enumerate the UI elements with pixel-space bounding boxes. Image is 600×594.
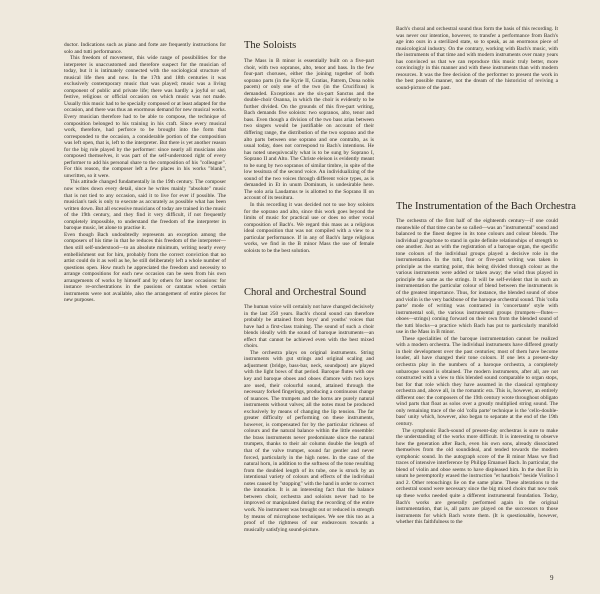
section-heading-instrumentation: The Instrumentation of the Bach Orchestra [396, 201, 576, 212]
paragraph: ductor. Indications such as piano and forte are frequently instructions for solo and tutti performance. [64, 42, 226, 55]
paragraph: Even though Bach undoubtedly represents an exception among the composers of his time in that he reduces this freedom of the interpreter—then still self-understood—to an absolute minimum, writing nearly every embellishment out for him, probably from the correct conviction that no artist could do it as well as he, he still deliberately left a whole number of questions open. How much he appreciated the freedom and necessity to arrange compositions for each new occasion can be seen from his own arrangements of works by himself and by others for later occasions: for instance re-orchestrations in the passions or cantatas when certain instruments were not available, also the arrangement of entire pieces for new purposes. [64, 231, 226, 304]
paragraph: The human voice will certainly not have changed decisively in the last 250 years. Bach's choral sound can therefore probably be attained from boys' and youths' voices that have had a first-class training. The sound of such a choir blends ideally with the sound of baroque instruments—an effect that cannot be achieved even with the best mixed choirs. [244, 304, 374, 350]
paragraph: In this recording it was decided not to use boy soloists for the soprano and alto, since this work goes beyond the limits of music for practical use or does no other vocal composition of Bach's. We regard this mass as a religious ideal composition that was not compiled with a view to a particular performance. If in any of Bach's large religious works, we find in the B minor Mass the use of female soloists to be the best solution. [244, 202, 374, 254]
section-heading-choral: Choral and Orchestral Sound [244, 287, 367, 298]
column-middle-soloists [244, 58, 374, 254]
column-left-text [64, 42, 226, 304]
paragraph: The orchestra of the first half of the eighteenth century—if one could meanwhile of that time can be so called—was an "instrumental" sound and balanced to the finest degree in its tone colours and colour blends. The individual group/tone to stand in quite definite relationships of strength to one another. Just as with the registration of a baroque organ, the specific tone colours of the individual groups played a decisive role in the instrumentation. In the tutti, four or five-part writing was taken in principle as the starting point, this being divided through colour as the various instruments were added or taken away; the wind thus played in principle the same as the strings. It will be self-evident that in such an instrumentation the particular colour of blend between the instruments is of the greatest importance. Thus, for instance, the blended sound of oboe and violin is the very backbone of the baroque orchestral sound. This 'colla parte' mode of writing was contrasted in 'concertante' style with instrumental soli, the various instrumental groups (trumpets—flutes—oboes—strings) coming forward on their own from the blended sound of the tutti blocks—a practice which Bach has put to particularly manifold use in the Mass in B minor. [396, 218, 558, 336]
paragraph: The orchestra plays on original instruments. String instruments with gut strings and original scaling and adjustment (bridge, bass-bar, neck, soundpost) are played with the light bows of that period. Baroque flutes with one key and baroque oboes and oboes d'amore with two keys are used, their colourful sound, attained through the necessary forked fingerings, producing a continuous change of nuances. The trumpets and the horns are purely natural instruments without valves; all the notes must be produced exclusively by means of changing the lip tension. The far greater difficulty of performing on these instruments, however, is compensated for by the particular richness of colours and the natural balance within the little ensemble: the brass instruments never predominate since the natural trumpets, thanks to their air column double the length of that of the valve trumpet, sound far gentler and never forced, particularly in the high notes. In the case of the natural horn, in addition to the softness of the tone resulting from the doubled length of its tube, one is struck by an intentional variety of colours and effects of the individual notes caused by "stopping" with the hand in order to correct the intonation. It is an interesting fact that the balance between choir, orchestra and soloists never had to be improved or manipulated during the recording of the entire work. No instrument was brought out or reduced in strength by means of microphone techniques. We see this too as a proof of the rightness of our endeavours towards a musically satisfying sound-picture. [244, 349, 374, 533]
paragraph: This attitude changed fundamentally in the 19th century. The composer now writes down every detail, since he writes mainly "absolute" music that is not tied to any occasion, said it to live for ever if possible. The musician's task is only to execute as accurately as possible what has been written down. But all excessive musicians of today are trained in the music of the 19th century, and they find it very difficult, if not frequently completely impossible, to understand the freedom of the interpreter in baroque music, let alone to practise it. [64, 179, 226, 232]
paragraph: The symphonic Bach-sound of present-day orchestras is sure to make the understanding of the works more difficult. It is interesting to observe how the generation after Bach, even his own sons, already dissociated themselves from the old soundideal, and tended towards the modern symphonic sound. In the autograph score of the B minor Mass we find traces of intensive interference by Philipp Emanuel Bach. In particular, the blend of violin and oboe seems to have displeased him. In the duet Et in unum he peremptorily erased the instruction "et hautbois" beside Violino I and 2. Other retouchings lie on the same plane. These alterations to the orchestral sound were necessary since the big mixed choirs that now took up these works needed quite a different instrumental foundation. Today, Bach's works are generally performed again in the original instrumentation, that is, all parts are played on the successors to those instruments for which Bach wrote them. (It is questionable, however, whether this faithfulness to the [396, 427, 558, 526]
section-heading-soloists: The Soloists [244, 40, 297, 51]
paragraph: These specialities of the baroque instrumentation cannot be realized with a modern orchestra. The individual instruments have differed greatly in their development over the past centuries; most of them have become louder, all have changed their tone colours. If one lets a present-day orchestra play in the numbers of a baroque orchestra, a completely unbaroque sound is obtained. The modern instruments, after all, are not constructed with a view to this blended sound comparable to organ stops, but for that role which they have assumed in the classical symphony orchestra and, above all, in the romantic era. This is, however, an entirely different one: the composers of the 19th century wrote throughout obligato wind parts that float as solos over a greatly multiplied string sound. The only remaining trace of the old 'colla parte' technique is the 'cello-double-bass' unity which, however, also began to separate at the end of the 19th century. [396, 335, 558, 427]
page-number: 9 [550, 574, 554, 582]
paragraph: This freedom of movement, this wide range of possibilities for the interpreter is unaccustomed and therefore suspect for the musician of today, but it is intimately connected with the sociological structure of musical life then and now. In the 17th and 18th centuries it was exclusively contemporary music that was played; music was a living component of public and private life; there was hardly a joyful or sad, festive, religious or official occasion on which music was not made. Usually this music had to be specially composed or at least adapted for the occasion, and there was thus an enormous demand for new musical works. Every musician therefore had to be able to compose, the technique of composition belonged to his training in his craft. Since every musical work, therefore, had perforce to be brought into the form that corresponded to the occasion, a considerable portion of the composition was left open, that is, left to the interpreter. But there is yet another reason for the big role played by the performer: since nearly all musicians also composed themselves, it was part of the self-understood right of every performer to add his personal share to the composition of his "colleague". For this reason, the composer left a few places in his works "blank", unwritten, so it were. [64, 55, 226, 179]
paragraph: Bach's choral and orchestral sound thus form the basis of this recording. It was never our intention, however, to transfer a performance from Bach's age into ours in a sterilized state, so to speak, as an enormous piece of musicological industry. On the contrary, working with Bach's music, with the instruments of that time and with modern instruments over many years has convinced us that we can reproduce this music truly better, more convincingly in this manner and with these instruments than with modern resources. It was the free decision of the performer to present the work in the best possible manner, not the dream of the historicist of reviving a sound-picture of the past. [396, 26, 558, 91]
paragraph: The Mass in B minor is essentially built on a five-part choir, with two sopranos, alto, tenor and bass. In the few four-part choruses, either the joining together of both soprano parts (in the Kyrie II, Gratias, Patrem, Dona nobis pacem) or only one of the two (in the Crucifixus) is demanded. Exceptions are the six-part Sanctus and the double-choir Osanna, in which the choir is evidently to be further divided. On the grounds of this five-part writing, Bach demands five soloists: two sopranos, alto, tenor and bass. Even though a division of the two bass arias between two singers would be justifiable on account of their differing range, the distribution of the two soprano and the alto parts between one soprano and one contralto, as is usual today, does not correspond to Bach's intentions. He has noted unequivocally what is to be sung by Soprano I, Soprano II and Alto. The Christe eleison is evidently meant to be sung by two sopranos of similar timbre, in spite of the low tessitura of the second voice. An individualizing of the sound of the two voices through different voice types, as is demanded in Et in unum Dominum, is undesirable here. The solo aria Laudamus te is allotted to the Soprano II on account of its tessitura. [244, 58, 374, 202]
column-right-instrumentation [396, 218, 558, 526]
column-middle-choral [244, 304, 374, 533]
column-right-top [396, 26, 558, 91]
